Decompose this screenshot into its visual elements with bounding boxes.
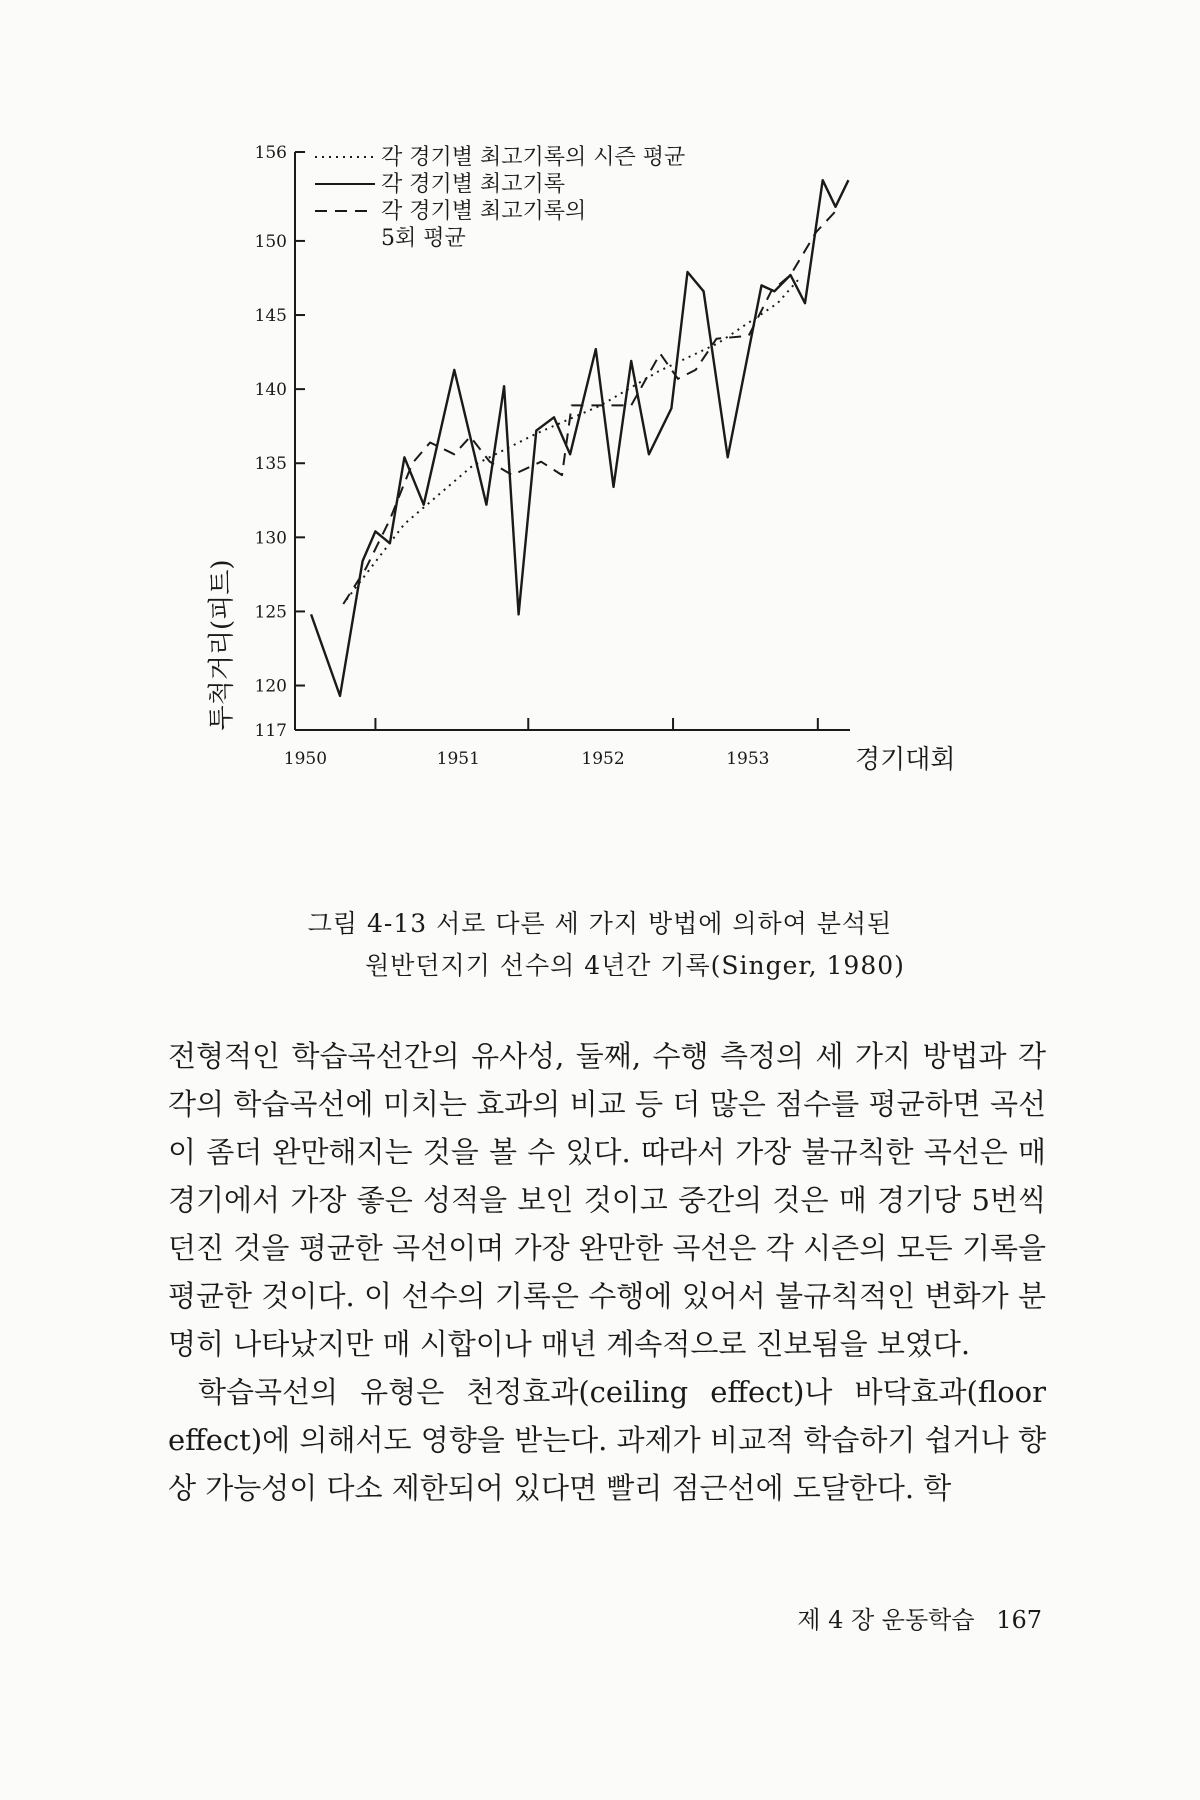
page-number: 167	[996, 1606, 1042, 1634]
chart-series	[311, 180, 848, 696]
paragraph-2: 학습곡선의 유형은 천정효과(ceiling effect)나 바닥효과(floor effect)에 의해서도 영향을 받는다. 과제가 비교적 학습하기 쉽거나 향상 가능성이 다소 제한되어 있다면 빨리 점근선에 도달한다. 학	[168, 1375, 1046, 1505]
series-line-dashed	[343, 211, 835, 604]
legend-label: 각 경기별 최고기록의	[381, 199, 587, 224]
y-tick-label: 117	[254, 721, 287, 741]
y-tick-label: 140	[254, 380, 287, 401]
y-tick-label: 145	[254, 306, 287, 327]
legend-label-continued: 5회 평균	[381, 226, 466, 251]
legend-label: 각 경기별 최고기록	[381, 172, 566, 197]
line-chart	[150, 140, 1010, 880]
y-tick-label: 156	[254, 143, 287, 163]
y-tick-label: 130	[254, 528, 287, 549]
x-tick-label: 1950	[283, 749, 328, 769]
page-footer	[797, 1600, 1042, 1635]
x-tick-label: 1952	[581, 749, 625, 769]
y-tick-label: 120	[254, 676, 287, 697]
legend-label: 각 경기별 최고기록의 시즌 평균	[381, 145, 686, 170]
y-axis-label: 투척거리(피트)	[207, 559, 237, 731]
figure-caption-line-1: 그림 4-13 서로 다른 세 가지 방법에 의하여 분석된	[307, 909, 893, 938]
body-text	[168, 1032, 1046, 1512]
x-axis-label: 경기대회	[855, 745, 956, 775]
chapter-title: 제 4 장 운동학습	[797, 1606, 975, 1634]
x-tick-label: 1953	[726, 749, 770, 769]
x-tick-label: 1951	[436, 749, 480, 769]
chart-legend	[315, 145, 685, 251]
y-tick-label: 150	[254, 231, 287, 252]
figure-caption-line-2: 원반던지기 선수의 4년간 기록(Singer, 1980)	[365, 951, 905, 980]
paragraph-1: 전형적인 학습곡선간의 유사성, 둘째, 수행 측정의 세 가지 방법과 각각의 학습곡선에 미치는 효과의 비교 등 더 많은 점수를 평균하면 곡선이 좀더 완만해지는 것을 볼 수 있다. 따라서 가장 불규칙한 곡선은 매 경기에서 가장 좋은 성적을 보인 것이고 중간의 것은 매 경기당 5번씩 던진 것을 평균한 곡선이며 가장 완만한 곡선은 각 시즌의 모든 기록을 평균한 것이다. 이 선수의 기록은 수행에 있어서 불규칙적인 변화가 분명히 나타났지만 매 시합이나 매년 계속적으로 진보됨을 보였다.	[168, 1039, 1046, 1361]
y-tick-label: 135	[254, 454, 287, 475]
y-tick-label: 125	[254, 602, 287, 623]
series-line-solid	[311, 180, 848, 696]
